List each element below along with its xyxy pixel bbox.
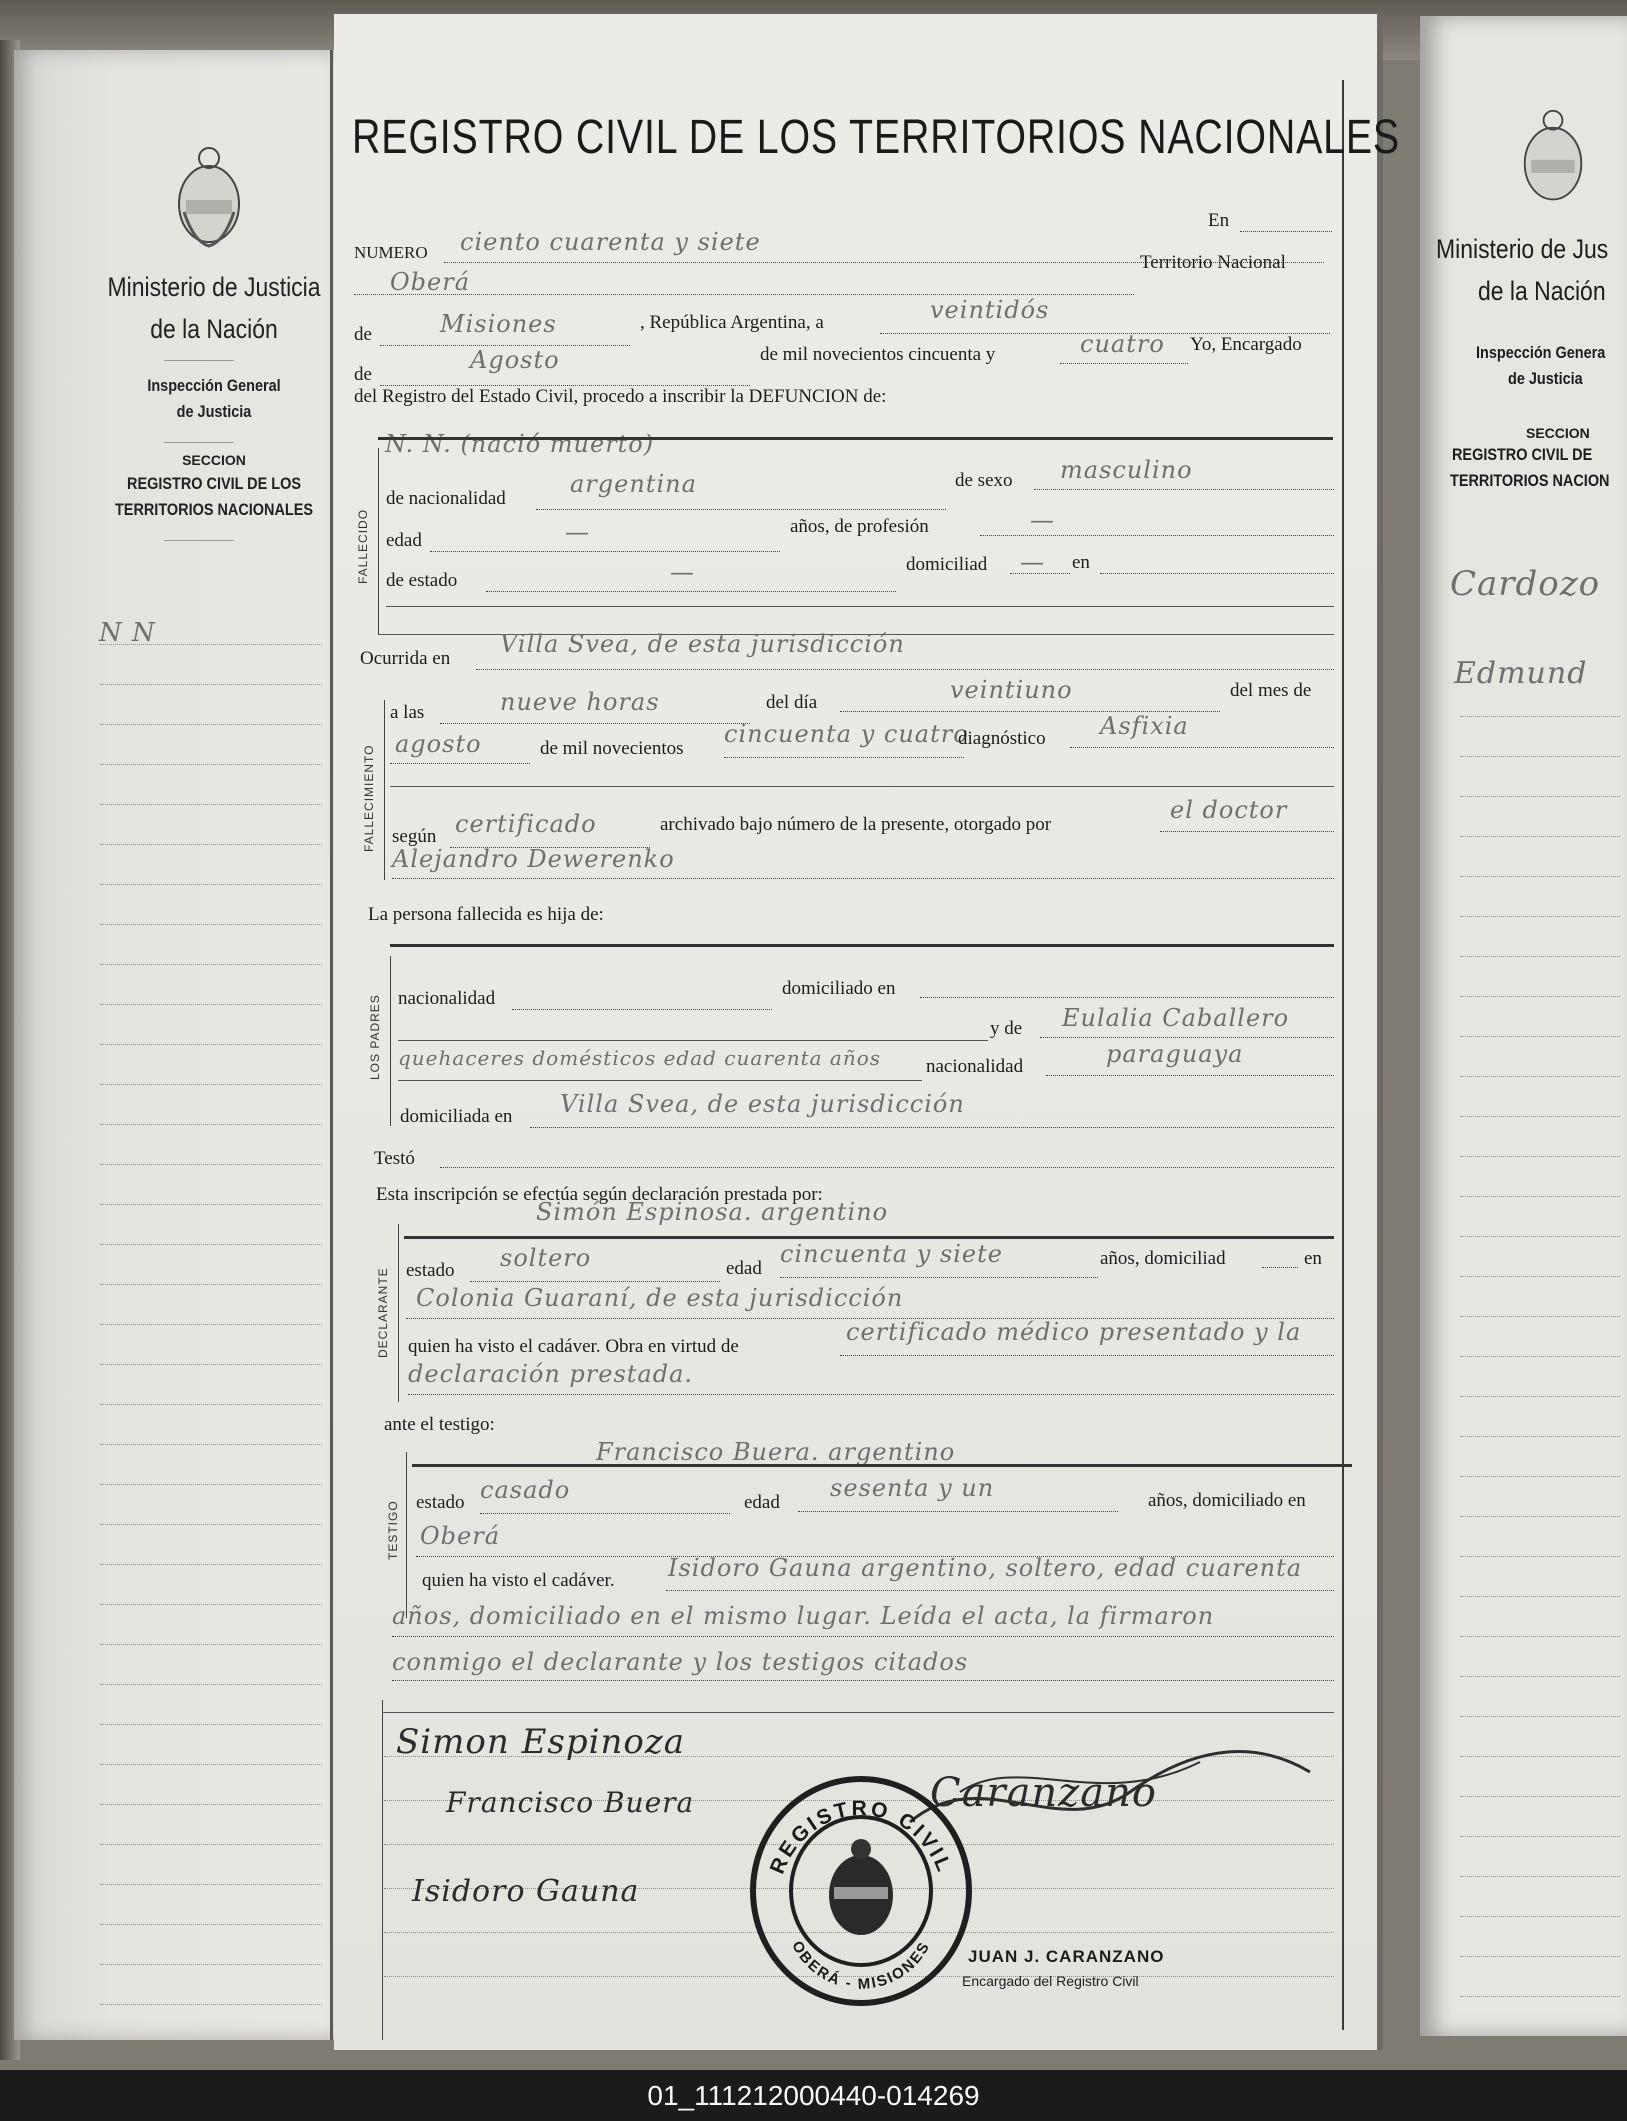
side-label-declarante: DECLARANTE — [376, 1267, 390, 1358]
diagnostico-label: diagnóstico — [958, 728, 1046, 749]
box-border — [378, 448, 379, 634]
ruled-line — [1460, 716, 1620, 717]
profesion-value: — — [1030, 506, 1055, 534]
right-inspection-line2: de Justicia — [1508, 369, 1583, 388]
ruled-line — [100, 1324, 322, 1325]
ruled-line — [1460, 1636, 1620, 1637]
observaciones-line3: conmigo el declarante y los testigos citados — [392, 1648, 969, 1676]
fill-line — [724, 757, 964, 758]
fill-line — [798, 1511, 1118, 1512]
box-border — [384, 700, 385, 880]
box-border — [398, 1224, 399, 1402]
ruled-line — [1460, 916, 1620, 917]
ruled-line — [100, 724, 322, 725]
nacionalidad-value: argentina — [570, 470, 697, 498]
fill-line — [530, 1127, 1334, 1128]
form-title: REGISTRO CIVIL DE LOS TERRITORIOS NACIONALES — [352, 111, 1401, 164]
ruled-line — [100, 1084, 322, 1085]
decl-estado-label: estado — [406, 1260, 455, 1281]
left-inspection-line1: Inspección General — [147, 376, 281, 395]
segun-label: según — [392, 826, 437, 847]
ruled-line — [1460, 1476, 1620, 1477]
numero-value: ciento cuarenta y siete — [460, 228, 761, 256]
hija-label: La persona fallecida es hija de: — [368, 904, 604, 925]
ruled-line — [1460, 836, 1620, 837]
deceased-name: N. N. (nació muerto) — [385, 430, 655, 458]
intro-text: del Registro del Estado Civil, procedo a inscribir la DEFUNCION de: — [354, 386, 887, 407]
signature-rule — [382, 1712, 1334, 1713]
right-section-label: SECCION — [1526, 425, 1590, 441]
side-label-fallecido: FALLECIDO — [356, 508, 370, 584]
en-word: en — [1072, 552, 1090, 573]
ruled-line — [1460, 876, 1620, 877]
hora-value: nueve horas — [500, 688, 660, 716]
left-section-line2: TERRITORIOS NACIONALES — [114, 500, 314, 519]
diagnostico-value: Asfixia — [1100, 712, 1189, 740]
ruled-line — [100, 1244, 322, 1245]
sexo-label: de sexo — [955, 470, 1013, 491]
right-inspection-line1: Inspección Genera — [1476, 343, 1606, 362]
page-binding-line — [330, 50, 333, 2040]
ruled-line — [100, 1964, 322, 1965]
left-ministry-line2: de la Nación — [150, 314, 278, 344]
ruled-line — [1460, 1236, 1620, 1237]
mes-value: agosto — [395, 730, 482, 758]
ruled-line — [100, 1724, 322, 1725]
declaracion-label: Esta inscripción se efectúa según declaración prestada por: — [376, 1184, 823, 1205]
padre-nacionalidad-label: nacionalidad — [398, 988, 496, 1009]
left-section-line1: REGISTRO CIVIL DE LOS — [127, 474, 301, 493]
padre-domiciliado-label: domiciliado en — [782, 978, 896, 999]
fill-line — [1060, 363, 1188, 364]
left-inspection-line2: de Justicia — [176, 402, 252, 421]
decl-estado-value: soltero — [500, 1244, 592, 1272]
ruled-line — [100, 1844, 322, 1845]
left-section-label: SECCION — [182, 452, 246, 468]
side-label-testigo: TESTIGO — [386, 1500, 400, 1560]
coat-of-arms-icon — [1520, 102, 1586, 212]
numero-label: NUMERO — [354, 243, 428, 262]
madre-detalle: quehaceres domésticos edad cuarenta años — [398, 1046, 882, 1070]
fill-line — [440, 1167, 1334, 1168]
left-margin-note: N N — [99, 618, 156, 648]
de-label: de — [354, 364, 372, 385]
year-prefix: de mil novecientos cincuenta y — [760, 344, 996, 365]
left-ministry-line1: Ministerio de Justicia — [107, 272, 321, 302]
ruled-line — [100, 1484, 322, 1485]
sexo-value: masculino — [1060, 456, 1193, 484]
fill-line — [1034, 489, 1334, 490]
testigo-label: ante el testigo: — [384, 1414, 495, 1435]
en-word: en — [1304, 1248, 1322, 1269]
ruled-line — [100, 1564, 322, 1565]
ruled-line — [1460, 1876, 1620, 1877]
observaciones-line1: Isidoro Gauna argentino, soltero, edad cuarenta — [668, 1554, 1303, 1582]
official-name: JUAN J. CARANZANO — [968, 1947, 1165, 1966]
right-page — [1420, 16, 1627, 2036]
ruled-line — [100, 1524, 322, 1525]
madre-name: Eulalia Caballero — [1062, 1004, 1290, 1032]
fill-line — [476, 669, 1334, 670]
estado-value: — — [670, 558, 695, 586]
domiciliado-label: domiciliad — [906, 554, 988, 575]
ruled-line — [1460, 1716, 1620, 1717]
test-edad-label: edad — [744, 1492, 780, 1513]
left-page — [14, 50, 334, 2040]
fill-line — [1262, 1267, 1298, 1268]
test-edad-value: sesenta y un — [830, 1474, 995, 1502]
ruled-line — [1460, 1676, 1620, 1677]
ruled-line — [100, 844, 322, 845]
madre-nacionalidad-value: paraguaya — [1106, 1040, 1244, 1068]
de-label: de — [354, 324, 372, 345]
ruled-line — [1460, 1036, 1620, 1037]
decl-edad-label: edad — [726, 1258, 762, 1279]
fill-line — [392, 1680, 1334, 1681]
ruled-line — [100, 2004, 322, 2005]
fill-line — [1240, 231, 1332, 232]
side-label-padres: LOS PADRES — [368, 994, 382, 1080]
ruled-line — [1460, 1156, 1620, 1157]
ruled-line — [1460, 1436, 1620, 1437]
decl-domicilio-value: Colonia Guaraní, de esta jurisdicción — [416, 1284, 904, 1312]
ruled-line — [1460, 1556, 1620, 1557]
ruled-line — [1460, 1596, 1620, 1597]
ruled-line — [100, 1444, 322, 1445]
cadaver-value-2: declaración prestada. — [408, 1360, 694, 1388]
signature-declarante: Simon Espinoza — [396, 1722, 686, 1762]
en-label: En — [1208, 210, 1230, 231]
registro-civil-stamp — [748, 1775, 974, 2007]
ruled-line — [100, 1284, 322, 1285]
test-anos-label: años, domiciliado en — [1148, 1490, 1306, 1511]
ruled-line — [100, 1604, 322, 1605]
ocurrida-label: Ocurrida en — [360, 648, 451, 669]
decl-anos-label: años, domiciliad — [1100, 1248, 1226, 1269]
archivado-label: archivado bajo número de la presente, otorgado por — [660, 814, 1052, 835]
cadaver-label: quien ha visto el cadáver. Obra en virtud de — [408, 1336, 739, 1357]
anos-profesion-label: años, de profesión — [790, 516, 929, 537]
dia-value: veintiuno — [950, 676, 1073, 704]
ruled-line — [1460, 1516, 1620, 1517]
month-value: Agosto — [470, 346, 560, 374]
ruled-line — [100, 964, 322, 965]
encargado-label: Yo, Encargado — [1190, 334, 1302, 355]
ruled-line — [100, 1164, 322, 1165]
right-ministry-line1: Ministerio de Jus — [1436, 234, 1609, 264]
test-domicilio-value: Oberá — [420, 1522, 501, 1550]
box-border — [390, 956, 391, 1126]
edad-label: edad — [386, 530, 422, 551]
footer-bar — [0, 2070, 1627, 2121]
form-right-border — [1342, 80, 1344, 2030]
test-cadaver-label: quien ha visto el cadáver. — [422, 1570, 615, 1591]
fill-line — [392, 1636, 1334, 1637]
ruled-line — [1460, 1756, 1620, 1757]
heavy-rule — [390, 944, 1334, 947]
ocurrida-value: Villa Svea, de esta jurisdicción — [500, 630, 905, 658]
signature-testigo-1: Francisco Buera — [446, 1786, 695, 1819]
ruled-line — [100, 1804, 322, 1805]
fill-line — [666, 1590, 1334, 1591]
segun-value: certificado — [455, 810, 597, 838]
ruled-line — [1460, 796, 1620, 797]
ruled-line — [100, 884, 322, 885]
image-identifier: 01_111212000440-014269 — [647, 2080, 980, 2111]
ruled-line — [1460, 1276, 1620, 1277]
observaciones-line2: años, domiciliado en el mismo lugar. Leída el acta, la firmaron — [392, 1602, 1215, 1630]
fill-line — [390, 763, 530, 764]
fill-line — [1160, 831, 1334, 832]
blank-line — [390, 786, 1334, 787]
divider — [164, 442, 234, 443]
testigo-name: Francisco Buera. argentino — [596, 1438, 956, 1466]
test-estado-label: estado — [416, 1492, 465, 1513]
ruled-line — [100, 804, 322, 805]
heavy-rule — [378, 437, 1333, 440]
fill-line — [536, 509, 946, 510]
ruled-line — [100, 764, 322, 765]
ruled-line — [100, 1404, 322, 1405]
right-margin-note-line1: Cardozo — [1450, 564, 1601, 604]
ruled-line — [100, 1884, 322, 1885]
fill-line — [780, 1277, 1098, 1278]
y-de-label: y de — [990, 1018, 1023, 1039]
republica-label: , República Argentina, a — [640, 312, 824, 333]
box-border — [406, 1452, 407, 1618]
fill-line — [1100, 573, 1334, 574]
right-section-line2: TERRITORIOS NACION — [1450, 471, 1610, 490]
ruled-line — [100, 644, 322, 645]
fill-line — [840, 1355, 1334, 1356]
ruled-line — [1460, 956, 1620, 957]
divider — [164, 360, 234, 361]
fill-line — [480, 1513, 730, 1514]
signature-area-border — [382, 1700, 383, 2040]
page-edge — [1377, 14, 1383, 2050]
fill-line — [354, 294, 1134, 295]
fill-line — [392, 878, 1334, 879]
heavy-rule — [404, 1236, 1334, 1239]
test-estado-value: casado — [480, 1476, 571, 1504]
ruled-line — [100, 1644, 322, 1645]
declarante-name: Simón Espinosa. argentino — [536, 1198, 889, 1226]
stamp-bottom-text: OBERÁ - MISIONES — [788, 1938, 934, 1993]
ruled-line — [100, 924, 322, 925]
fill-line — [430, 551, 780, 552]
blank-line — [398, 1040, 988, 1041]
madre-domicilio-value: Villa Svea, de esta jurisdicción — [560, 1090, 965, 1118]
fill-line — [1046, 1075, 1334, 1076]
ruled-line — [1460, 996, 1620, 997]
ruled-line — [1460, 1836, 1620, 1837]
ruled-line — [100, 1044, 322, 1045]
stamp-top-text: REGISTRO CIVIL — [765, 1796, 957, 1878]
fill-line — [920, 997, 1334, 998]
ruled-line — [1460, 1196, 1620, 1197]
madre-nacionalidad-label: nacionalidad — [926, 1056, 1024, 1077]
side-label-fallecimiento: FALLECIMIENTO — [362, 744, 376, 852]
edad-value: — — [565, 518, 590, 546]
ruled-line — [100, 1924, 322, 1925]
blank-line — [398, 1080, 922, 1081]
fill-line — [470, 1281, 720, 1282]
ruled-line — [1460, 1996, 1620, 1997]
ruled-line — [1460, 1076, 1620, 1077]
ruled-line — [1460, 1916, 1620, 1917]
testo-label: Testó — [374, 1148, 415, 1169]
fill-line — [486, 591, 896, 592]
right-ministry-line2: de la Nación — [1478, 276, 1606, 306]
right-margin-note-line2: Edmund — [1454, 656, 1588, 691]
nacionalidad-label: de nacionalidad — [386, 488, 506, 509]
ruled-line — [1460, 1116, 1620, 1117]
fill-line — [440, 723, 750, 724]
official-title: Encargado del Registro Civil — [962, 1973, 1139, 1989]
territory-value: Misiones — [440, 310, 557, 338]
ruled-line — [1460, 756, 1620, 757]
fill-line — [1040, 1037, 1334, 1038]
signature-testigo-2: Isidoro Gauna — [412, 1874, 640, 1909]
year-value: cuatro — [1080, 330, 1165, 358]
ruled-line — [100, 1684, 322, 1685]
ruled-line — [100, 684, 322, 685]
decl-edad-value: cincuenta y siete — [780, 1240, 1003, 1268]
mil-label: de mil novecientos — [540, 738, 684, 759]
anio-value: cincuenta y cuatro — [724, 720, 969, 748]
cadaver-value: certificado médico presentado y la — [846, 1318, 1302, 1346]
divider — [164, 540, 234, 541]
domicilio-value: — — [1020, 548, 1045, 576]
ruled-line — [1460, 1396, 1620, 1397]
heavy-rule — [412, 1464, 1352, 1467]
signature-official: Caranzano — [930, 1770, 1157, 1816]
ruled-line — [100, 1004, 322, 1005]
ruled-line — [100, 1764, 322, 1765]
fill-line — [980, 535, 1334, 536]
a-las-label: a las — [390, 702, 425, 723]
ruled-line — [1460, 1956, 1620, 1957]
estado-label: de estado — [386, 570, 458, 591]
medico-name: Alejandro Dewerenko — [392, 845, 675, 873]
fill-line — [1070, 747, 1334, 748]
del-mes-label: del mes de — [1230, 680, 1312, 701]
fill-line — [408, 1394, 1334, 1395]
ruled-line — [1460, 1356, 1620, 1357]
del-dia-label: del día — [766, 692, 818, 713]
coat-of-arms-icon — [174, 142, 244, 252]
right-section-line1: REGISTRO CIVIL DE — [1452, 445, 1593, 464]
fill-line — [512, 1009, 772, 1010]
ruled-line — [1460, 1316, 1620, 1317]
ruled-line — [100, 1124, 322, 1125]
blank-line — [386, 606, 1334, 607]
territorio-label: Territorio Nacional — [1140, 252, 1286, 273]
place-value: Oberá — [390, 268, 471, 296]
ruled-line — [1460, 1796, 1620, 1797]
ruled-line — [100, 1204, 322, 1205]
day-value: veintidós — [930, 296, 1050, 324]
medico-value: el doctor — [1170, 796, 1288, 824]
madre-domiciliada-label: domiciliada en — [400, 1106, 513, 1127]
ruled-line — [100, 1364, 322, 1365]
